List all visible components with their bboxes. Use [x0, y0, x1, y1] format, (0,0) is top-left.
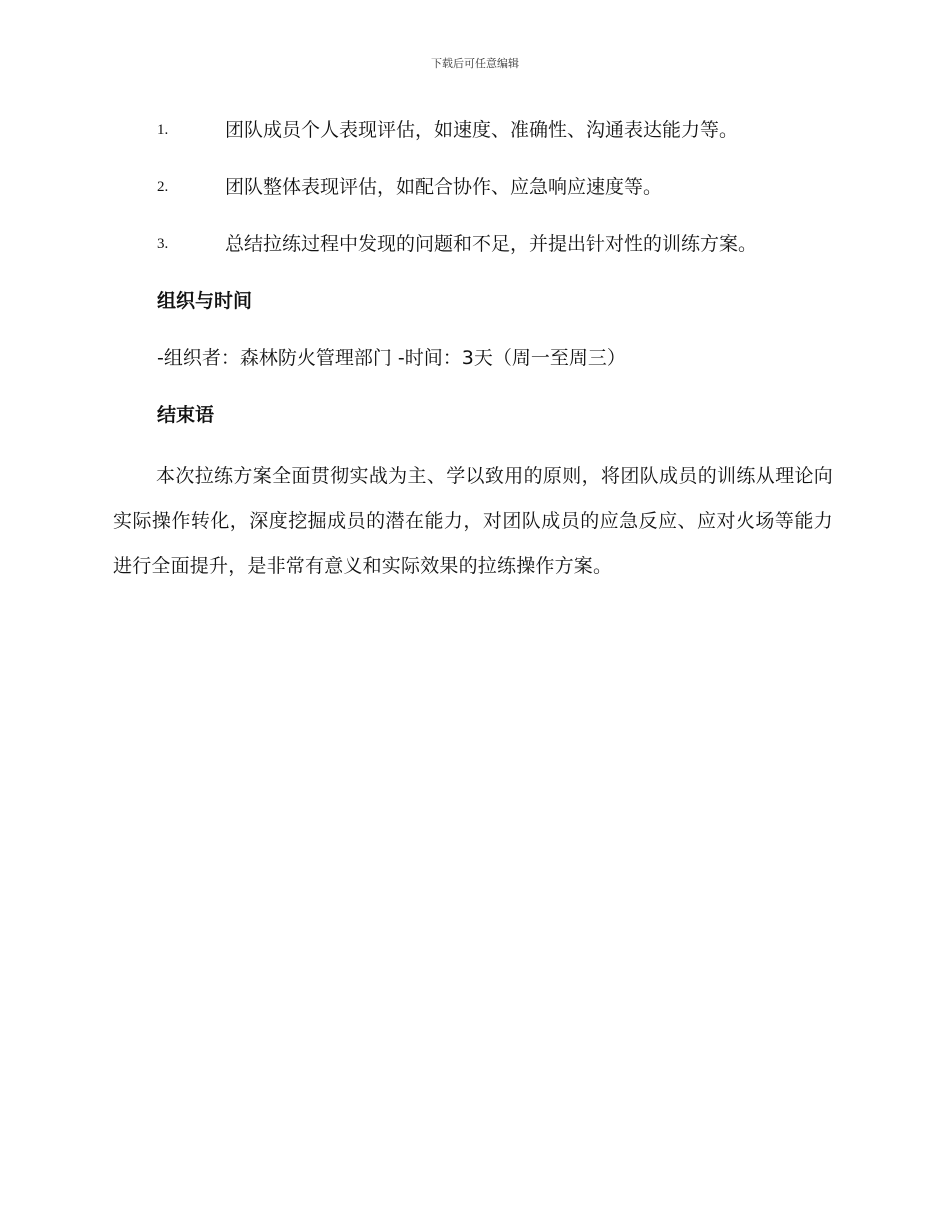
list-item [157, 227, 877, 284]
page-header: 下载后可任意编辑 [431, 57, 519, 70]
list-item-text: 团队成员个人表现评估，如速度、准确性、沟通表达能力等。 [225, 119, 739, 141]
list-item-number: 2. [157, 179, 169, 195]
list-item-number: 1. [157, 122, 169, 138]
organization-heading: 组织与时间 [157, 290, 253, 312]
conclusion-heading: 结束语 [157, 404, 215, 426]
conclusion-paragraph: 本次拉练方案全面贯彻实战为主、学以致用的原则，将团队成员的训练从理论向实际操作转化，深度挖掘成员的潜在能力，对团队成员的应急反应、应对火场等能力进行全面提升，是非常有意义和实际效果的拉练操作方案。 [113, 465, 833, 577]
list-item [157, 113, 877, 170]
evaluation-list [157, 113, 877, 284]
list-item-text: 团队整体表现评估，如配合协作、应急响应速度等。 [225, 176, 663, 198]
organization-details: -组织者：森林防火管理部门 -时间：3天（周一至周三） [157, 347, 626, 369]
list-item-number: 3. [157, 236, 169, 252]
list-item-text: 总结拉练过程中发现的问题和不足，并提出针对性的训练方案。 [225, 233, 758, 255]
list-item [157, 170, 877, 227]
